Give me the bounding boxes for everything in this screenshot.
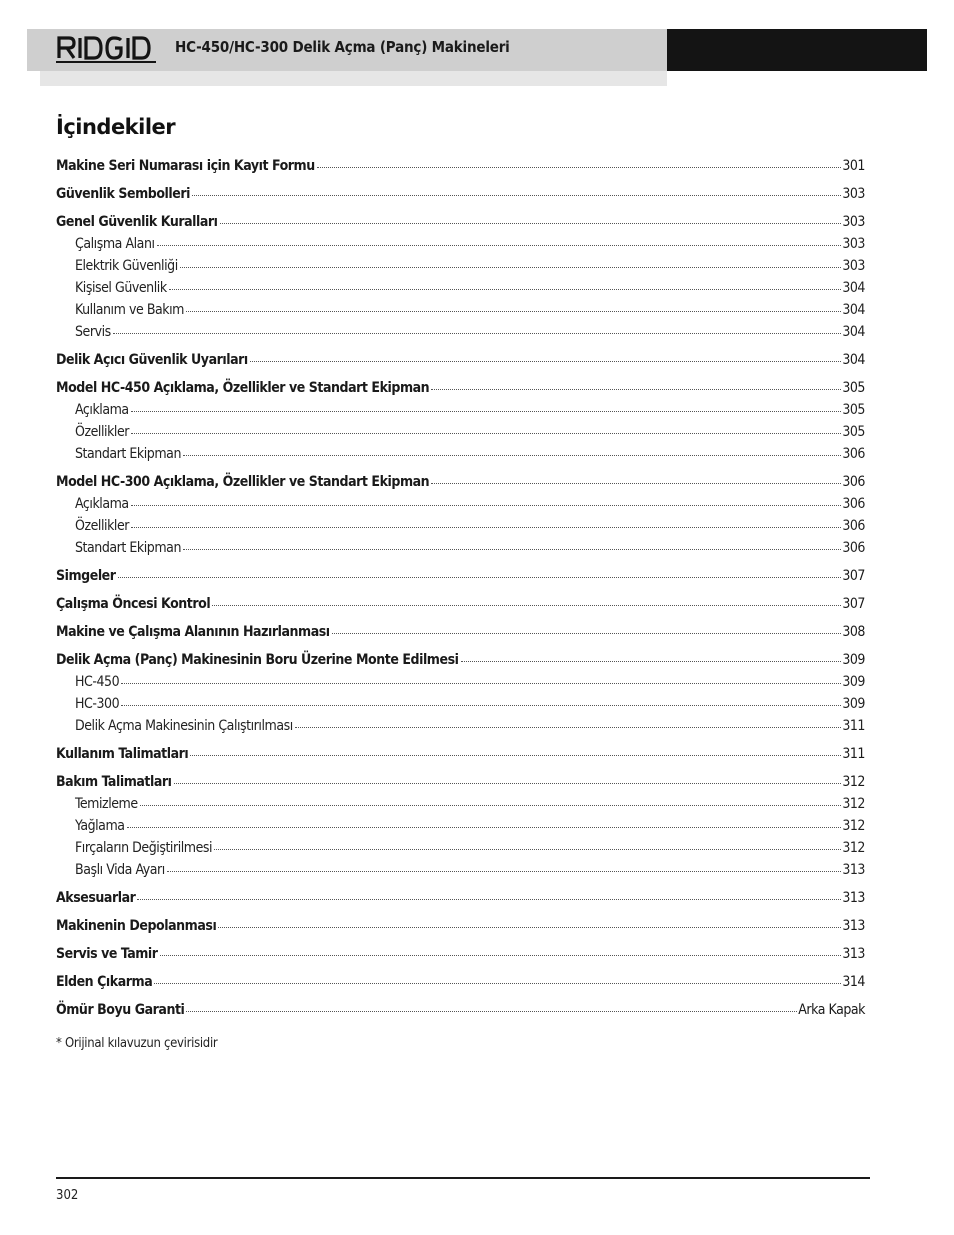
toc-entry-page: 304 bbox=[842, 280, 865, 296]
toc-dot-leader bbox=[190, 755, 841, 756]
toc-entry-label: Elektrik Güvenliği bbox=[75, 258, 178, 274]
toc-dot-leader bbox=[131, 411, 842, 412]
toc-entry-label: Kişisel Güvenlik bbox=[75, 280, 167, 296]
toc-dot-leader bbox=[186, 1011, 797, 1012]
table-of-contents bbox=[56, 155, 865, 1021]
toc-entry-label: Güvenlik Sembolleri bbox=[56, 186, 190, 202]
toc-entry-label: Yağlama bbox=[75, 818, 125, 834]
toc-dot-leader bbox=[121, 683, 841, 684]
toc-entry-page: 308 bbox=[842, 624, 865, 640]
toc-dot-leader bbox=[157, 245, 842, 246]
toc-entry-page: 303 bbox=[842, 236, 865, 252]
header-bar-shadow bbox=[40, 71, 667, 86]
toc-dot-leader bbox=[174, 783, 842, 784]
toc-entry-label: Çalışma Alanı bbox=[75, 236, 155, 252]
toc-entry[interactable] bbox=[56, 493, 865, 515]
toc-dot-leader bbox=[214, 849, 841, 850]
header-title: HC-450/HC-300 Delik Açma (Panç) Makineleri bbox=[175, 38, 510, 56]
page-number: 302 bbox=[56, 1188, 79, 1203]
toc-dot-leader bbox=[118, 577, 842, 578]
toc-entry-label: Model HC-300 Açıklama, Özellikler ve Standart Ekipman bbox=[56, 474, 430, 490]
toc-entry-page: Arka Kapak bbox=[798, 1002, 865, 1018]
toc-entry-label: Makinenin Depolanması bbox=[56, 918, 217, 934]
toc-entry[interactable] bbox=[56, 255, 865, 277]
toc-entry[interactable] bbox=[56, 793, 865, 815]
toc-entry-label: Açıklama bbox=[75, 402, 129, 418]
ridgid-logo bbox=[56, 34, 161, 64]
toc-entry-label: Kullanım Talimatları bbox=[56, 746, 189, 762]
toc-dot-leader bbox=[154, 983, 841, 984]
page-title: İçindekiler bbox=[56, 115, 176, 139]
toc-dot-leader bbox=[186, 311, 841, 312]
toc-entry-page: 309 bbox=[842, 696, 865, 712]
toc-dot-leader bbox=[250, 361, 842, 362]
toc-entry-page: 306 bbox=[842, 518, 865, 534]
toc-entry-label: Makine Seri Numarası için Kayıt Formu bbox=[56, 158, 315, 174]
toc-entry-label: Fırçaların Değiştirilmesi bbox=[75, 840, 213, 856]
toc-entry-page: 301 bbox=[842, 158, 865, 174]
toc-dot-leader bbox=[131, 505, 842, 506]
toc-dot-leader bbox=[317, 167, 842, 168]
toc-entry[interactable] bbox=[56, 349, 865, 371]
toc-entry[interactable] bbox=[56, 915, 865, 937]
toc-entry[interactable] bbox=[56, 211, 865, 233]
toc-dot-leader bbox=[431, 483, 841, 484]
toc-entry[interactable] bbox=[56, 537, 865, 559]
toc-entry[interactable] bbox=[56, 183, 865, 205]
toc-dot-leader bbox=[121, 705, 841, 706]
toc-entry[interactable] bbox=[56, 377, 865, 399]
footer-rule bbox=[56, 1177, 870, 1179]
toc-entry[interactable] bbox=[56, 621, 865, 643]
toc-entry[interactable] bbox=[56, 321, 865, 343]
toc-entry-label: Kullanım ve Bakım bbox=[75, 302, 184, 318]
toc-dot-leader bbox=[113, 333, 842, 334]
toc-entry-label: Servis bbox=[75, 324, 111, 340]
toc-entry-page: 313 bbox=[842, 862, 865, 878]
toc-entry-label: Standart Ekipman bbox=[75, 446, 181, 462]
toc-entry-page: 312 bbox=[842, 796, 865, 812]
toc-entry-page: 303 bbox=[842, 186, 865, 202]
toc-dot-leader bbox=[192, 195, 841, 196]
toc-entry[interactable] bbox=[56, 999, 865, 1021]
toc-dot-leader bbox=[180, 267, 842, 268]
toc-entry[interactable] bbox=[56, 971, 865, 993]
toc-entry-label: Temizleme bbox=[75, 796, 138, 812]
toc-dot-leader bbox=[218, 927, 841, 928]
toc-entry[interactable] bbox=[56, 837, 865, 859]
toc-entry[interactable] bbox=[56, 715, 865, 737]
ridgid-logo-mark bbox=[56, 34, 161, 64]
toc-dot-leader bbox=[220, 223, 842, 224]
toc-entry[interactable] bbox=[56, 155, 865, 177]
toc-entry-page: 304 bbox=[842, 324, 865, 340]
toc-entry-label: Delik Açıcı Güvenlik Uyarıları bbox=[56, 352, 248, 368]
toc-entry-label: HC-450 bbox=[75, 674, 120, 690]
toc-entry-page: 304 bbox=[842, 352, 865, 368]
toc-entry-page: 303 bbox=[842, 258, 865, 274]
toc-dot-leader bbox=[332, 633, 842, 634]
toc-entry-label: HC-300 bbox=[75, 696, 120, 712]
toc-entry-page: 313 bbox=[842, 946, 865, 962]
toc-entry-label: Aksesuarlar bbox=[56, 890, 136, 906]
toc-entry[interactable] bbox=[56, 859, 865, 881]
toc-entry-page: 305 bbox=[842, 380, 865, 396]
toc-entry-label: Elden Çıkarma bbox=[56, 974, 153, 990]
toc-entry[interactable] bbox=[56, 743, 865, 765]
toc-dot-leader bbox=[169, 289, 842, 290]
toc-dot-leader bbox=[183, 455, 841, 456]
toc-dot-leader bbox=[160, 955, 842, 956]
toc-entry-label: Standart Ekipman bbox=[75, 540, 181, 556]
toc-entry[interactable] bbox=[56, 277, 865, 299]
toc-entry[interactable] bbox=[56, 299, 865, 321]
toc-entry-label: Simgeler bbox=[56, 568, 116, 584]
toc-entry-label: Delik Açma Makinesinin Çalıştırılması bbox=[75, 718, 293, 734]
toc-entry-page: 313 bbox=[842, 918, 865, 934]
toc-entry-label: Özellikler bbox=[75, 518, 129, 534]
toc-entry[interactable] bbox=[56, 233, 865, 255]
toc-entry-page: 306 bbox=[842, 540, 865, 556]
toc-entry-label: Model HC-450 Açıklama, Özellikler ve Standart Ekipman bbox=[56, 380, 430, 396]
toc-entry[interactable] bbox=[56, 443, 865, 465]
toc-entry-page: 305 bbox=[842, 424, 865, 440]
toc-entry[interactable] bbox=[56, 471, 865, 493]
toc-entry-page: 312 bbox=[842, 818, 865, 834]
toc-dot-leader bbox=[137, 899, 841, 900]
toc-dot-leader bbox=[461, 661, 842, 662]
toc-entry-label: Özellikler bbox=[75, 424, 129, 440]
toc-entry-label: Başlı Vida Ayarı bbox=[75, 862, 165, 878]
toc-entry-page: 306 bbox=[842, 446, 865, 462]
toc-dot-leader bbox=[212, 605, 841, 606]
toc-entry-page: 314 bbox=[842, 974, 865, 990]
toc-entry-page: 312 bbox=[842, 774, 865, 790]
toc-entry-page: 312 bbox=[842, 840, 865, 856]
toc-entry[interactable] bbox=[56, 421, 865, 443]
toc-entry-page: 306 bbox=[842, 474, 865, 490]
toc-entry-page: 307 bbox=[842, 596, 865, 612]
toc-dot-leader bbox=[295, 727, 842, 728]
toc-dot-leader bbox=[140, 805, 842, 806]
toc-entry-page: 306 bbox=[842, 496, 865, 512]
toc-entry-label: Makine ve Çalışma Alanının Hazırlanması bbox=[56, 624, 330, 640]
toc-entry-page: 311 bbox=[842, 746, 865, 762]
toc-entry-page: 305 bbox=[842, 402, 865, 418]
toc-entry-page: 309 bbox=[842, 652, 865, 668]
toc-entry-page: 307 bbox=[842, 568, 865, 584]
toc-dot-leader bbox=[131, 433, 841, 434]
toc-entry[interactable] bbox=[56, 671, 865, 693]
toc-entry-page: 303 bbox=[842, 214, 865, 230]
toc-entry-page: 309 bbox=[842, 674, 865, 690]
toc-entry[interactable] bbox=[56, 593, 865, 615]
toc-entry[interactable] bbox=[56, 515, 865, 537]
toc-entry[interactable] bbox=[56, 565, 865, 587]
toc-dot-leader bbox=[127, 827, 842, 828]
toc-entry[interactable] bbox=[56, 943, 865, 965]
toc-dot-leader bbox=[167, 871, 842, 872]
toc-entry[interactable] bbox=[56, 693, 865, 715]
toc-entry-label: Genel Güvenlik Kuralları bbox=[56, 214, 218, 230]
toc-entry[interactable] bbox=[56, 399, 865, 421]
toc-entry[interactable] bbox=[56, 771, 865, 793]
toc-entry-label: Bakım Talimatları bbox=[56, 774, 172, 790]
toc-entry-label: Delik Açma (Panç) Makinesinin Boru Üzerine Monte Edilmesi bbox=[56, 652, 459, 668]
toc-entry-label: Servis ve Tamir bbox=[56, 946, 158, 962]
toc-entry-page: 311 bbox=[842, 718, 865, 734]
toc-entry-label: Çalışma Öncesi Kontrol bbox=[56, 596, 211, 612]
toc-entry-page: 313 bbox=[842, 890, 865, 906]
toc-entry[interactable] bbox=[56, 815, 865, 837]
toc-entry-label: Ömür Boyu Garanti bbox=[56, 1002, 185, 1018]
footnote: * Orijinal kılavuzun çevirisidir bbox=[56, 1036, 218, 1051]
toc-entry[interactable] bbox=[56, 887, 865, 909]
toc-entry[interactable] bbox=[56, 649, 865, 671]
toc-entry-page: 304 bbox=[842, 302, 865, 318]
toc-entry-label: Açıklama bbox=[75, 496, 129, 512]
toc-dot-leader bbox=[431, 389, 841, 390]
toc-dot-leader bbox=[131, 527, 841, 528]
toc-dot-leader bbox=[183, 549, 841, 550]
header-dark-block bbox=[667, 29, 927, 71]
